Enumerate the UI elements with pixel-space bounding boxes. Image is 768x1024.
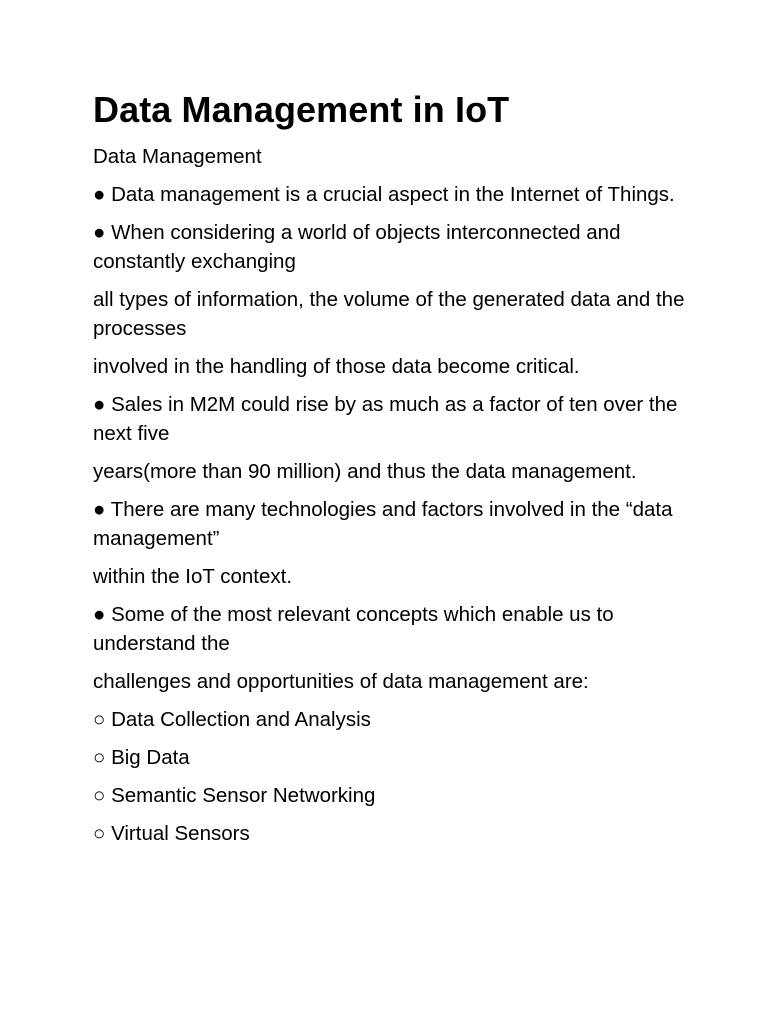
bullet-paragraph: ● Some of the most relevant concepts which enable us to understand the	[93, 603, 614, 655]
continuation-paragraph: all types of information, the volume of the generated data and the processes	[93, 288, 685, 340]
sub-bullet-item: ○ Data Collection and Analysis	[93, 708, 371, 731]
continuation-paragraph: within the IoT context.	[93, 565, 293, 588]
continuation-paragraph: years(more than 90 million) and thus the data management.	[93, 460, 637, 483]
continuation-paragraph: challenges and opportunities of data management are:	[93, 670, 589, 693]
section-heading: Data Management	[93, 145, 262, 168]
document-content	[93, 86, 693, 857]
bullet-paragraph: ● Sales in M2M could rise by as much as a factor of ten over the next five	[93, 393, 678, 445]
document-title: Data Management in IoT	[93, 89, 510, 130]
continuation-paragraph: involved in the handling of those data become critical.	[93, 355, 580, 378]
bullet-paragraph: ● There are many technologies and factors involved in the “data management”	[93, 498, 673, 550]
sub-bullet-item: ○ Virtual Sensors	[93, 822, 250, 845]
bullet-paragraph: ● Data management is a crucial aspect in the Internet of Things.	[93, 183, 675, 206]
sub-bullet-item: ○ Big Data	[93, 746, 190, 769]
sub-bullet-item: ○ Semantic Sensor Networking	[93, 784, 376, 807]
bullet-paragraph: ● When considering a world of objects interconnected and constantly exchanging	[93, 221, 621, 273]
